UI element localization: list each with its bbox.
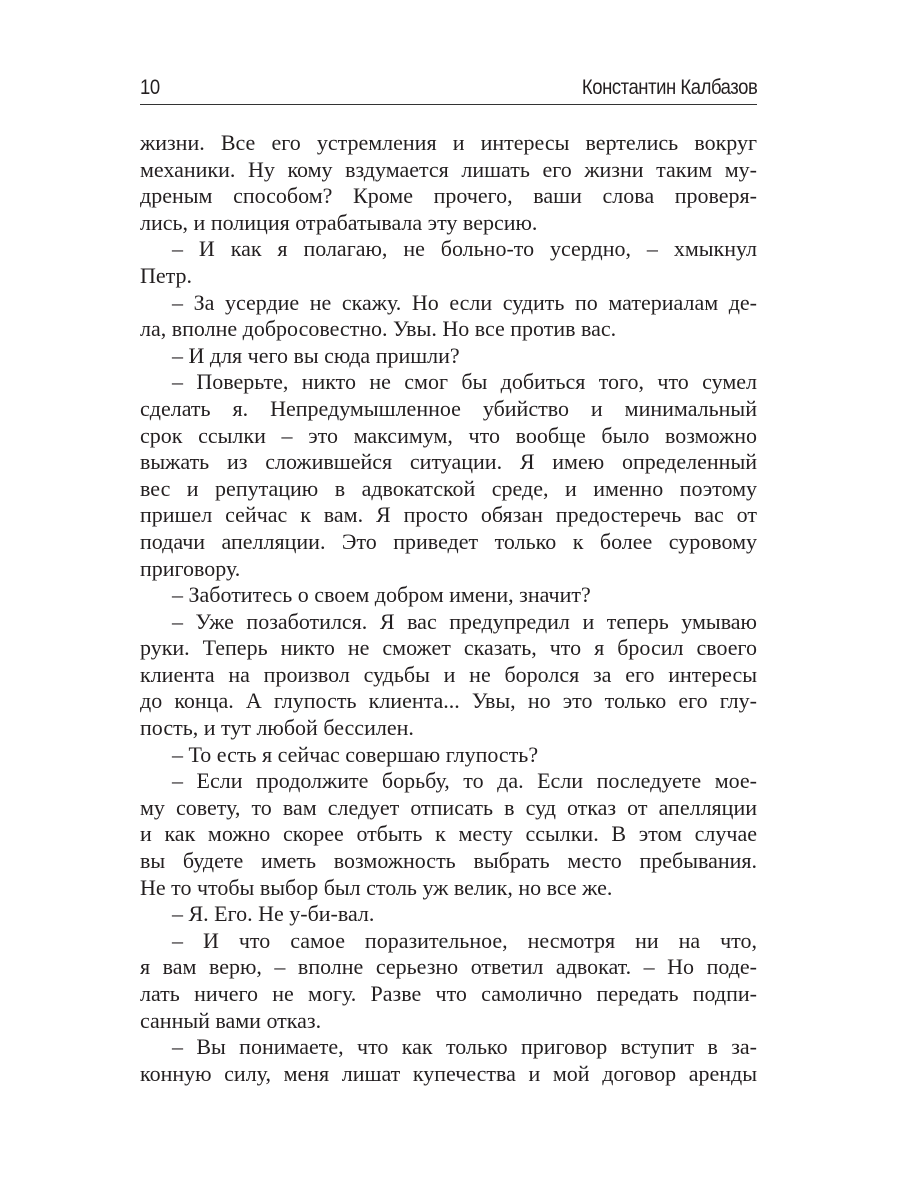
text-line: – Если продолжите борьбу, то да. Если последуете мое- [172, 768, 757, 794]
text-line: Петр. [140, 262, 193, 288]
text-line: руки. Теперь никто не сможет сказать, что я бросил своего [140, 635, 757, 661]
text-line: механики. Ну кому вздумается лишать его жизни таким му- [140, 156, 757, 182]
text-line: – Заботитесь о своем добром имени, значит? [172, 582, 591, 608]
page-number: 10 [140, 76, 160, 99]
text-line: выжать из сложившейся ситуации. Я имею определенный [140, 449, 757, 475]
text-line: вы будете иметь возможность выбрать место пребывания. [140, 848, 757, 874]
text-line: клиента на произвол судьбы и не боролся за его интересы [140, 661, 757, 687]
text-line: жизни. Все его устремления и интересы вертелись вокруг [140, 130, 757, 155]
text-line: – То есть я сейчас совершаю глупость? [172, 741, 539, 767]
text-line: приговору. [140, 555, 241, 581]
text-line: санный вами отказ. [140, 1007, 322, 1033]
text-line: – И что самое поразительное, несмотря ни на что, [172, 927, 757, 953]
text-line: дреным способом? Кроме прочего, ваши слова проверя- [140, 183, 757, 209]
text-line: ла, вполне добросовестно. Увы. Но все против вас. [140, 316, 617, 342]
text-line: му совету, то вам следует отписать в суд отказ от апелляции [140, 794, 757, 820]
text-line: – Уже позаботился. Я вас предупредил и теперь умываю [172, 608, 757, 634]
text-line: – Я. Его. Не у-би-вал. [172, 901, 375, 927]
text-line: я вам верю, – вполне серьезно ответил адвокат. – Но поде- [140, 954, 757, 980]
text-line: подачи апелляции. Это приведет только к более суровому [140, 528, 757, 554]
text-line: пришел сейчас к вам. Я просто обязан предостеречь вас от [140, 502, 757, 528]
text-line: пость, и тут любой бессилен. [140, 715, 414, 741]
text-line: срок ссылки – это максимум, что вообще было возможно [140, 422, 757, 448]
text-line: сделать я. Непредумышленное убийство и минимальный [140, 395, 757, 421]
text-line: – Вы понимаете, что как только приговор вступит в за- [172, 1034, 757, 1060]
text-line: конную силу, меня лишат купечества и мой договор аренды [140, 1060, 757, 1086]
text-line: – И как я полагаю, не больно-то усердно, – хмыкнул [172, 236, 757, 262]
text-line: до конца. А глупость клиента... Увы, но это только его глу- [140, 688, 757, 714]
text-line: – Поверьте, никто не смог бы добиться того, что сумел [172, 369, 757, 395]
text-line: лать ничего не могу. Разве что самолично передать подпи- [140, 981, 757, 1006]
text-line: Не то чтобы выбор был столь уж велик, но все же. [140, 874, 613, 900]
text-line: и как можно скорее отбыть к месту ссылки. В этом случае [140, 821, 757, 847]
text-line: – И для чего вы сюда пришли? [172, 342, 460, 368]
body-text [140, 130, 757, 1087]
text-line: – За усердие не скажу. Но если судить по материалам де- [172, 289, 757, 315]
author-name: Константин Калбазов [581, 76, 757, 99]
running-header [140, 72, 757, 105]
text-line: лись, и полиция отрабатывала эту версию. [140, 209, 538, 235]
text-line: вес и репутацию в адвокатской среде, и именно поэтому [140, 475, 757, 501]
